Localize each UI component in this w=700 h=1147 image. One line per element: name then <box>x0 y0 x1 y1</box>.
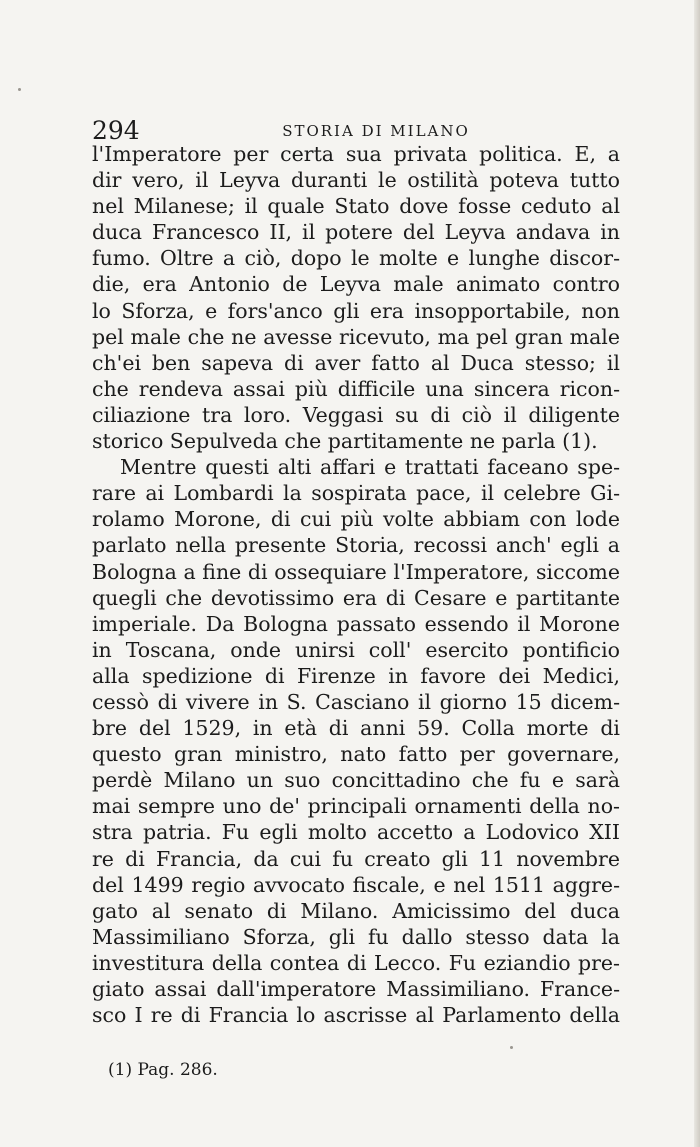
text-line: ciliazione tra loro. Veggasi su di ciò il diligente <box>92 402 620 427</box>
text-line: fumo. Oltre a ciò, dopo le molte e lunghe discor- <box>92 246 620 271</box>
speck <box>18 88 21 91</box>
text-line: del 1499 regio avvocato fiscale, e nel 1511 aggre- <box>92 872 620 897</box>
text-line: in Toscana, onde unirsi coll' esercito pontificio <box>92 637 620 662</box>
text-line: rolamo Morone, di cui più volte abbiam con lode <box>92 507 620 532</box>
text-line: stra patria. Fu egli molto accetto a Lodovico XII <box>92 820 620 845</box>
footnote: (1) Pag. 286. <box>108 1060 218 1080</box>
page-number: 294 <box>92 116 140 145</box>
text-line: nel Milanese; il quale Stato dove fosse ceduto al <box>92 194 620 219</box>
text-line: ch'ei ben sapeva di aver fatto al Duca stesso; il <box>92 350 620 375</box>
text-line: Mentre questi alti affari e trattati faceano spe- <box>120 455 620 480</box>
running-title: STORIA DI MILANO <box>282 122 470 140</box>
text-line: die, era Antonio de Leyva male animato contro <box>92 272 620 297</box>
page-edge <box>694 0 700 1147</box>
body-text <box>92 141 620 1028</box>
text-line: lo Sforza, e fors'anco gli era insopportabile, non <box>92 298 620 323</box>
text-line: gato al senato di Milano. Amicissimo del duca <box>92 898 620 923</box>
text-line: dir vero, il Leyva duranti le ostilità poteva tutto <box>92 168 620 193</box>
text-line: Massimiliano Sforza, gli fu dallo stesso data la <box>92 924 620 949</box>
text-line: Bologna a fine di ossequiare l'Imperatore, siccome <box>92 559 620 584</box>
text-line: bre del 1529, in età di anni 59. Colla morte di <box>92 716 620 741</box>
text-line: storico Sepulveda che partitamente ne parla (1). <box>92 429 598 454</box>
text-line: alla spedizione di Firenze in favore dei Medici, <box>92 663 620 688</box>
text-line: perdè Milano un suo concittadino che fu e sarà <box>92 768 620 793</box>
text-line: parlato nella presente Storia, recossi anch' egli a <box>92 533 620 558</box>
text-line: giato assai dall'imperatore Massimiliano. France- <box>92 977 620 1001</box>
text-line: imperiale. Da Bologna passato essendo il Morone <box>92 611 620 636</box>
text-line: sco I re di Francia lo ascrisse al Parlamento della <box>92 1003 620 1028</box>
text-line: duca Francesco II, il potere del Leyva andava in <box>92 220 620 245</box>
text-line: l'Imperatore per certa sua privata politica. E, a <box>92 142 620 166</box>
text-line: re di Francia, da cui fu creato gli 11 novembre <box>92 846 620 871</box>
text-line: cessò di vivere in S. Casciano il giorno 15 dicem- <box>92 689 620 714</box>
text-line: quegli che devotissimo era di Cesare e partitante <box>92 585 620 610</box>
text-line: investitura della contea di Lecco. Fu eziandio pre- <box>92 950 620 975</box>
speck <box>510 1046 513 1049</box>
text-line: mai sempre uno de' principali ornamenti della no- <box>92 794 620 819</box>
text-line: rare ai Lombardi la sospirata pace, il celebre Gi- <box>92 481 620 506</box>
text-line: che rendeva assai più difficile una sincera ricon- <box>92 376 620 401</box>
text-line: pel male che ne avesse ricevuto, ma pel gran male <box>92 324 620 349</box>
text-line: questo gran ministro, nato fatto per governare, <box>92 742 620 767</box>
